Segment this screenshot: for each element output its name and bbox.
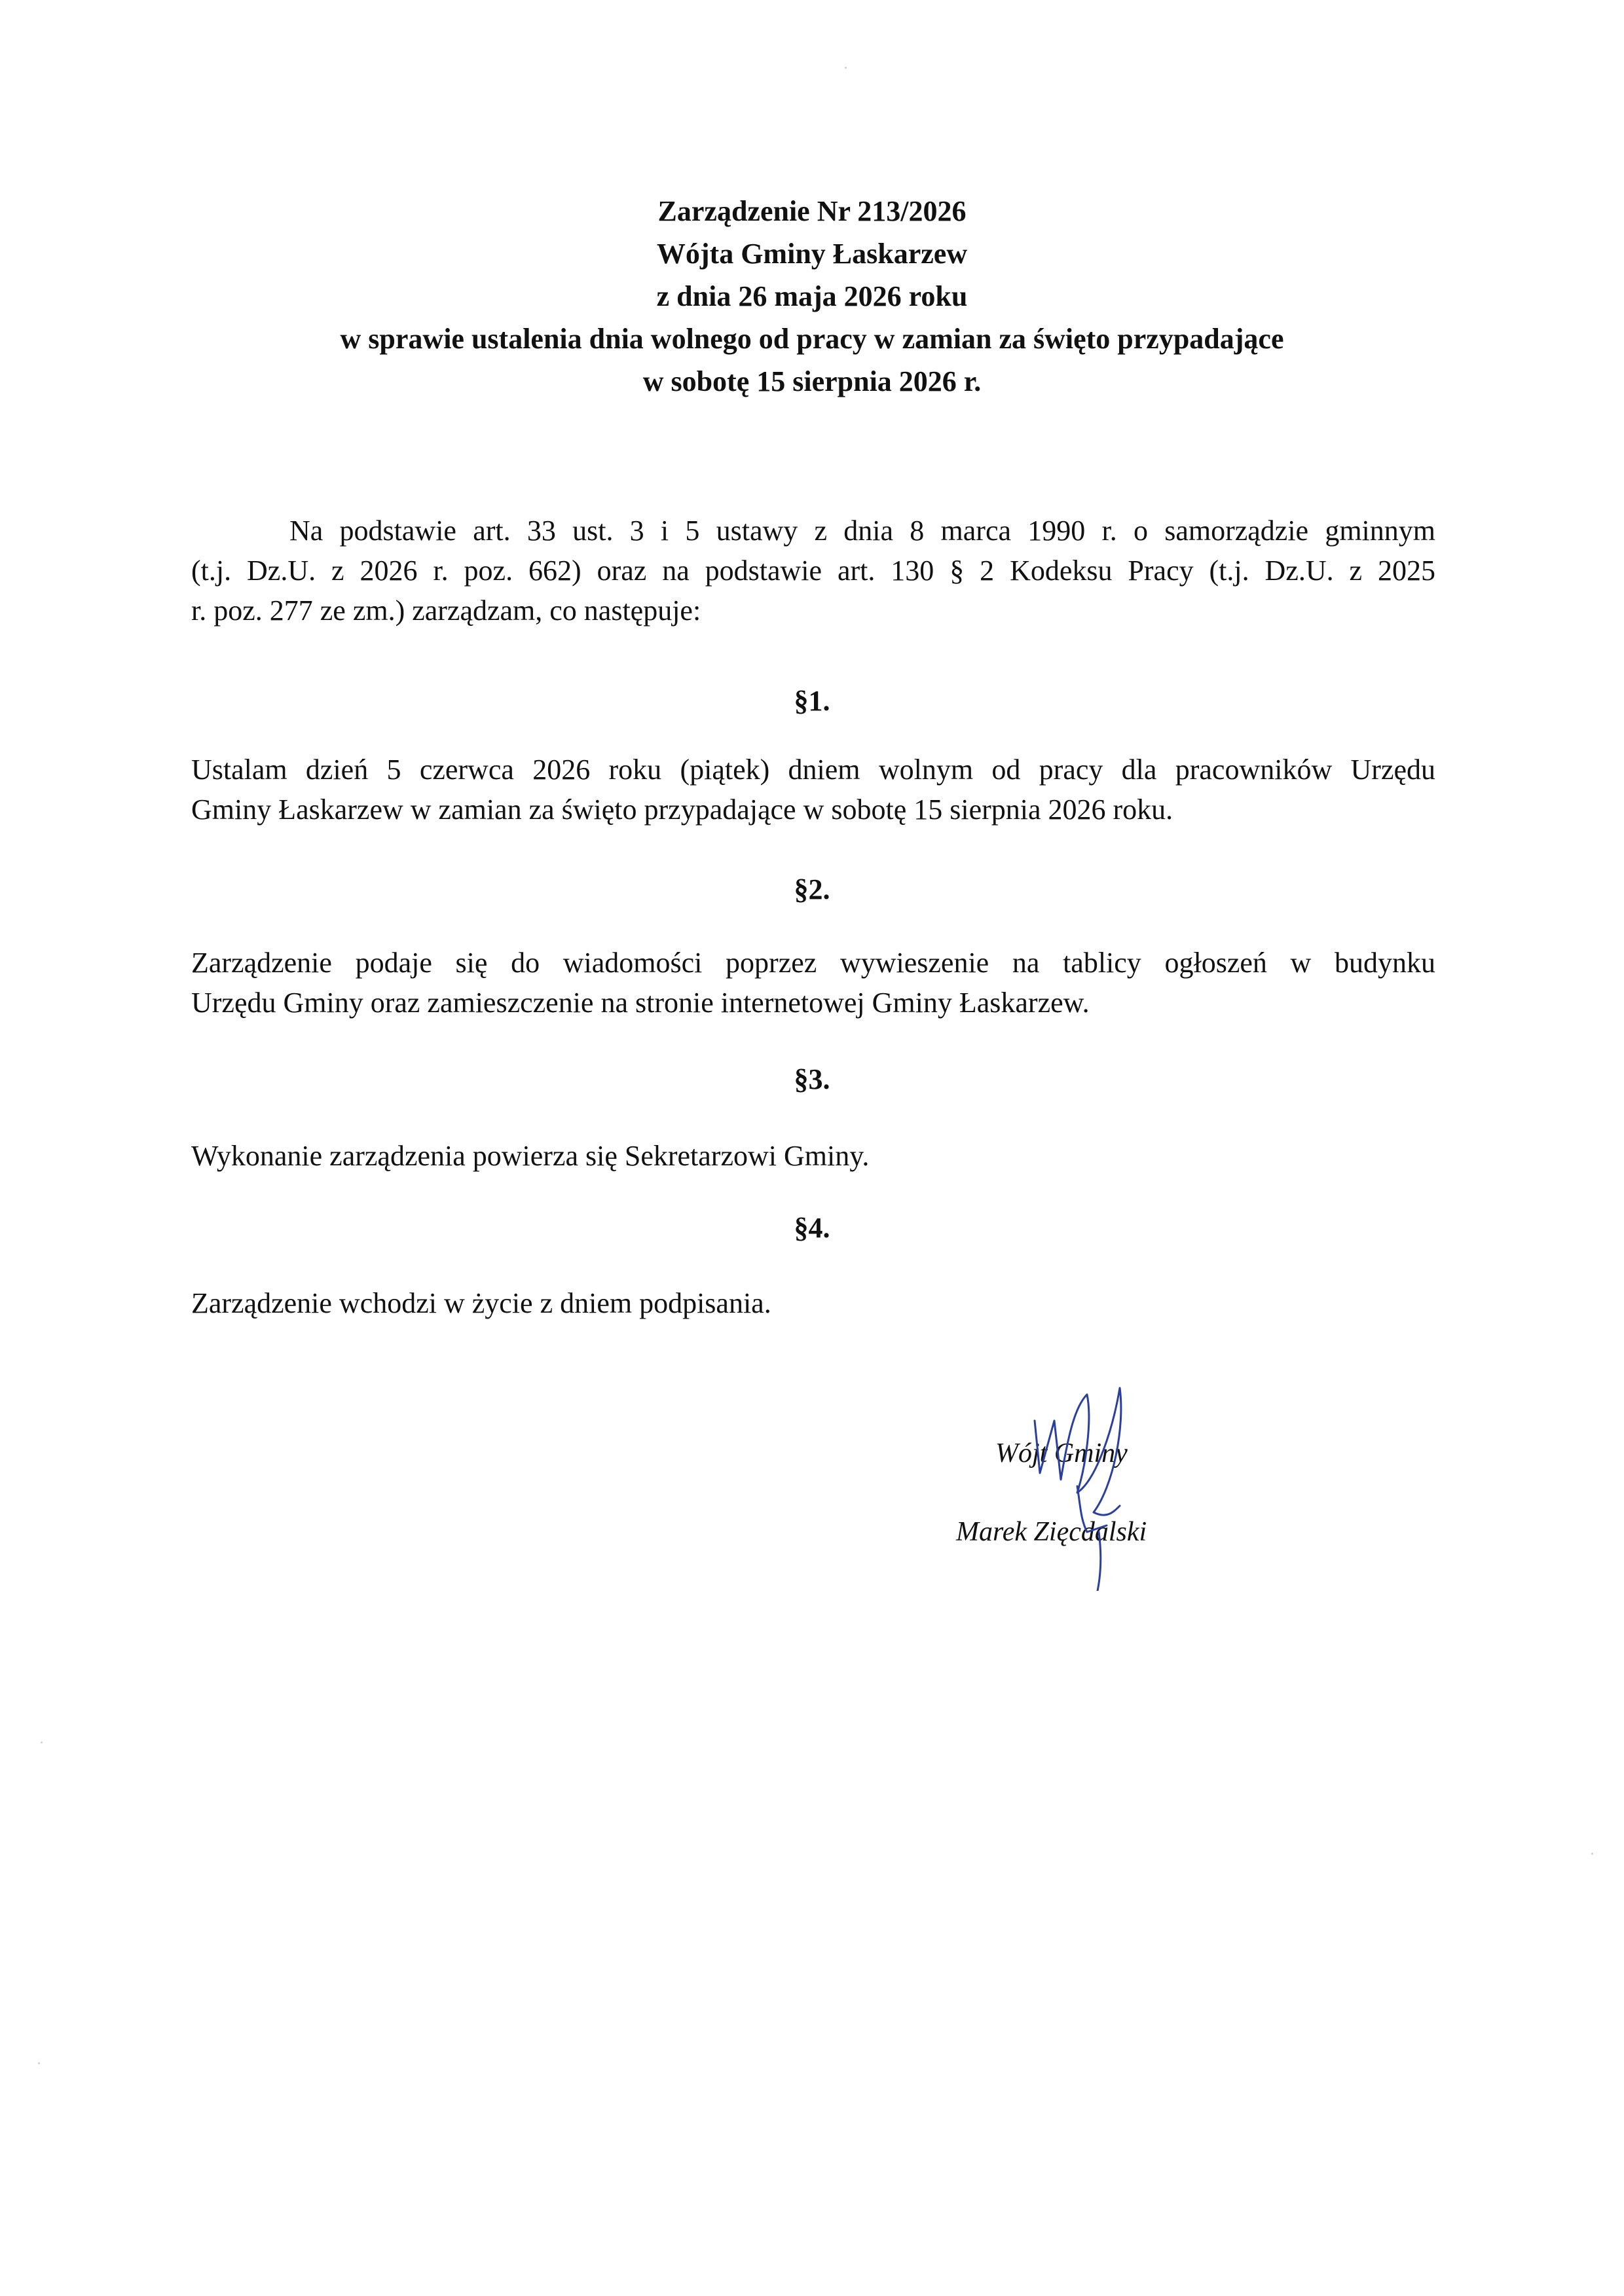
section-4-text <box>191 1283 1435 1323</box>
signatory-name: Marek Zięcdalski <box>956 1517 1147 1547</box>
paragraph-line: Na podstawie art. 33 ust. 3 i 5 ustawy z dnia 8 marca 1990 r. o samorządzie gminnym <box>289 515 1435 547</box>
paragraph-line: Urzędu Gminy oraz zamieszczenie na stronie internetowej Gminy Łaskarzew. <box>191 987 1090 1019</box>
paragraph-line: Zarządzenie wchodzi w życie z dniem podpisania. <box>191 1287 771 1319</box>
paragraph-line: Ustalam dzień 5 czerwca 2026 roku (piątek) dniem wolnym od pracy dla pracowników Urzędu <box>191 754 1435 786</box>
paragraph-line: Wykonanie zarządzenia powierza się Sekretarzowi Gminy. <box>191 1140 870 1172</box>
scan-speck <box>845 67 847 69</box>
document-title-block <box>0 190 1624 403</box>
paragraph-line: Gminy Łaskarzew w zamian za święto przypadające w sobotę 15 sierpnia 2026 roku. <box>191 793 1173 826</box>
section-2-text <box>191 943 1435 1023</box>
section-3-text <box>191 1136 1435 1176</box>
section-1-text <box>191 750 1435 829</box>
issuing-authority: Wójta Gminy Łaskarzew <box>656 238 968 270</box>
paragraph-line: (t.j. Dz.U. z 2026 r. poz. 662) oraz na podstawie art. 130 § 2 Kodeksu Pracy (t.j. Dz.U. z 2025 <box>191 555 1435 587</box>
legal-basis-paragraph <box>191 511 1435 630</box>
signatory-role: Wójt Gminy <box>995 1438 1128 1468</box>
handwritten-signature <box>1015 1381 1159 1591</box>
ordinance-number: Zarządzenie Nr 213/2026 <box>657 195 967 227</box>
scan-speck <box>41 1741 43 1743</box>
ordinance-date: z dnia 26 maja 2026 roku <box>656 280 968 312</box>
paragraph-line: r. poz. 277 ze zm.) zarządzam, co następuje: <box>191 594 701 627</box>
section-mark-2: §2. <box>794 873 830 905</box>
ordinance-subject-continued: w sobotę 15 sierpnia 2026 r. <box>642 365 982 397</box>
section-mark-4: §4. <box>794 1212 830 1244</box>
scan-speck <box>1591 1853 1593 1855</box>
paragraph-line: Zarządzenie podaje się do wiadomości poprzez wywieszenie na tablicy ogłoszeń w budynku <box>191 947 1435 979</box>
section-mark-1: §1. <box>794 685 830 717</box>
ordinance-subject: w sprawie ustalenia dnia wolnego od pracy w zamian za święto przypadające <box>340 323 1284 355</box>
scan-speck <box>38 2062 40 2064</box>
section-mark-3: §3. <box>794 1063 830 1095</box>
